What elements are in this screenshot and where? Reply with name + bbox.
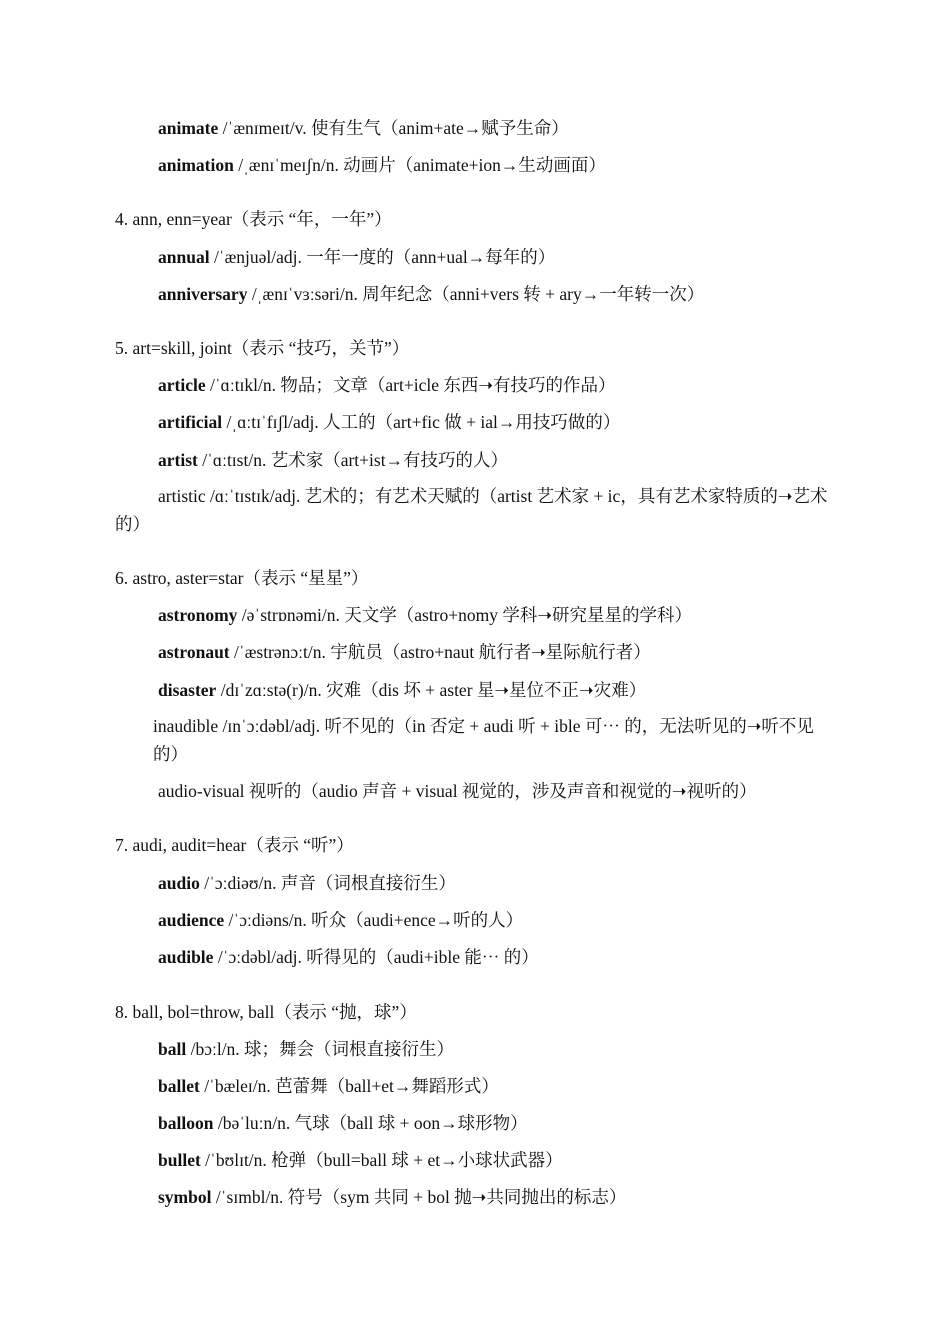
entry-artificial	[158, 412, 620, 432]
entry-word: artificial	[158, 412, 223, 432]
entry-inaudible: inaudible /ɪnˈɔːdəbl/adj. 听不见的（in 否定 + audi 听 + ible 可⋯ 的，无法听见的➝听不见的）	[153, 716, 814, 764]
entry-word: article	[158, 375, 206, 395]
entry-symbol	[158, 1187, 626, 1207]
entry-definition: /ˈæstrənɔːt/n. 宇航员（astro+naut 航行者➝星际航行者）	[229, 642, 651, 662]
entry-definition: /ˈɑːtɪst/n. 艺术家（art+ist→有技巧的人）	[197, 450, 509, 470]
section-heading-audi: 7. audi, audit=hear（表示 “听”）	[115, 835, 354, 855]
entry-artist	[158, 450, 508, 470]
entry-word: animation	[158, 155, 234, 175]
entry-definition: /bəˈluːn/n. 气球（ball 球 + oon→球形物）	[213, 1113, 528, 1133]
entry-word: artist	[158, 450, 198, 470]
entry-definition: /ˈɔːdəbl/adj. 听得见的（audi+ible 能⋯ 的）	[213, 947, 539, 967]
entry-anniversary	[158, 284, 704, 304]
entry-definition: /ˈænjuəl/adj. 一年一度的（ann+ual→每年的）	[209, 247, 556, 267]
entry-word: astronaut	[158, 642, 230, 662]
entry-definition: /ˌænɪˈvɜːsəri/n. 周年纪念（anni+vers 转 + ary→一年转一次）	[247, 284, 705, 304]
entry-audio-visual: audio-visual 视听的（audio 声音 + visual 视觉的，涉及声音和视觉的➝视听的）	[158, 781, 757, 801]
entry-definition: /dɪˈzɑːstə(r)/n. 灾难（dis 坏 + aster 星➝星位不正➝灾难）	[216, 680, 647, 700]
entry-word: disaster	[158, 680, 217, 700]
entry-definition: /ˈɑːtɪkl/n. 物品；文章（art+icle 东西➝有技巧的作品）	[205, 375, 616, 395]
entry-definition: /ˈbʊlɪt/n. 枪弹（bull=ball 球 + et→小球状武器）	[200, 1150, 563, 1170]
entry-astronaut	[158, 642, 651, 662]
entry-word: anniversary	[158, 284, 248, 304]
entry-definition: /əˈstrɒnəmi/n. 天文学（astro+nomy 学科➝研究星星的学科）	[237, 605, 693, 625]
section-heading-ball: 8. ball, bol=throw, ball（表示 “抛，球”）	[115, 1002, 417, 1022]
entry-word: bullet	[158, 1150, 201, 1170]
entry-animation	[158, 155, 606, 175]
entry-ball	[158, 1039, 454, 1059]
section-heading-art: 5. art=skill, joint（表示 “技巧，关节”）	[115, 338, 410, 358]
entry-word: audio	[158, 873, 200, 893]
entry-definition: /ˈbæleɪ/n. 芭蕾舞（ball+et→舞蹈形式）	[199, 1076, 499, 1096]
entry-definition: /ˌɑːtɪˈfɪʃl/adj. 人工的（art+fic 做 + ial→用技巧做的）	[222, 412, 621, 432]
entry-artistic: artistic /ɑːˈtɪstɪk/adj. 艺术的；有艺术天赋的（artist 艺术家 + ic，具有艺术家特质的➝艺术的）	[115, 486, 828, 534]
entry-word: animate	[158, 118, 219, 138]
entry-word: audible	[158, 947, 214, 967]
entry-astronomy	[158, 605, 692, 625]
entry-word: annual	[158, 247, 210, 267]
entry-definition: /ˈɔːdiəns/n. 听众（audi+ence→听的人）	[224, 910, 524, 930]
entry-article	[158, 375, 616, 395]
entry-word: astronomy	[158, 605, 238, 625]
entry-annual	[158, 247, 555, 267]
section-heading-astro: 6. astro, aster=star（表示 “星星”）	[115, 568, 369, 588]
entry-bullet	[158, 1150, 563, 1170]
entry-word: audience	[158, 910, 225, 930]
entry-definition: /ˌænɪˈmeɪʃn/n. 动画片（animate+ion→生动画面）	[233, 155, 606, 175]
entry-word: ball	[158, 1039, 187, 1059]
entry-audience	[158, 910, 523, 930]
section-heading-ann: 4. ann, enn=year（表示 “年，一年”）	[115, 209, 392, 229]
entry-audio	[158, 873, 456, 893]
entry-definition: /ˈɔːdiəʊ/n. 声音（词根直接衍生）	[199, 873, 456, 893]
entry-ballet	[158, 1076, 499, 1096]
entry-definition: /ˈænɪmeɪt/v. 使有生气（anim+ate→赋予生命）	[218, 118, 569, 138]
entry-disaster	[158, 680, 646, 700]
entry-definition: /bɔːl/n. 球；舞会（词根直接衍生）	[186, 1039, 455, 1059]
entry-balloon	[158, 1113, 528, 1133]
entry-audible	[158, 947, 539, 967]
entry-animate	[158, 118, 569, 138]
entry-word: symbol	[158, 1187, 212, 1207]
entry-word: balloon	[158, 1113, 214, 1133]
entry-definition: /ˈsɪmbl/n. 符号（sym 共同 + bol 抛➝共同抛出的标志）	[211, 1187, 627, 1207]
entry-word: ballet	[158, 1076, 200, 1096]
